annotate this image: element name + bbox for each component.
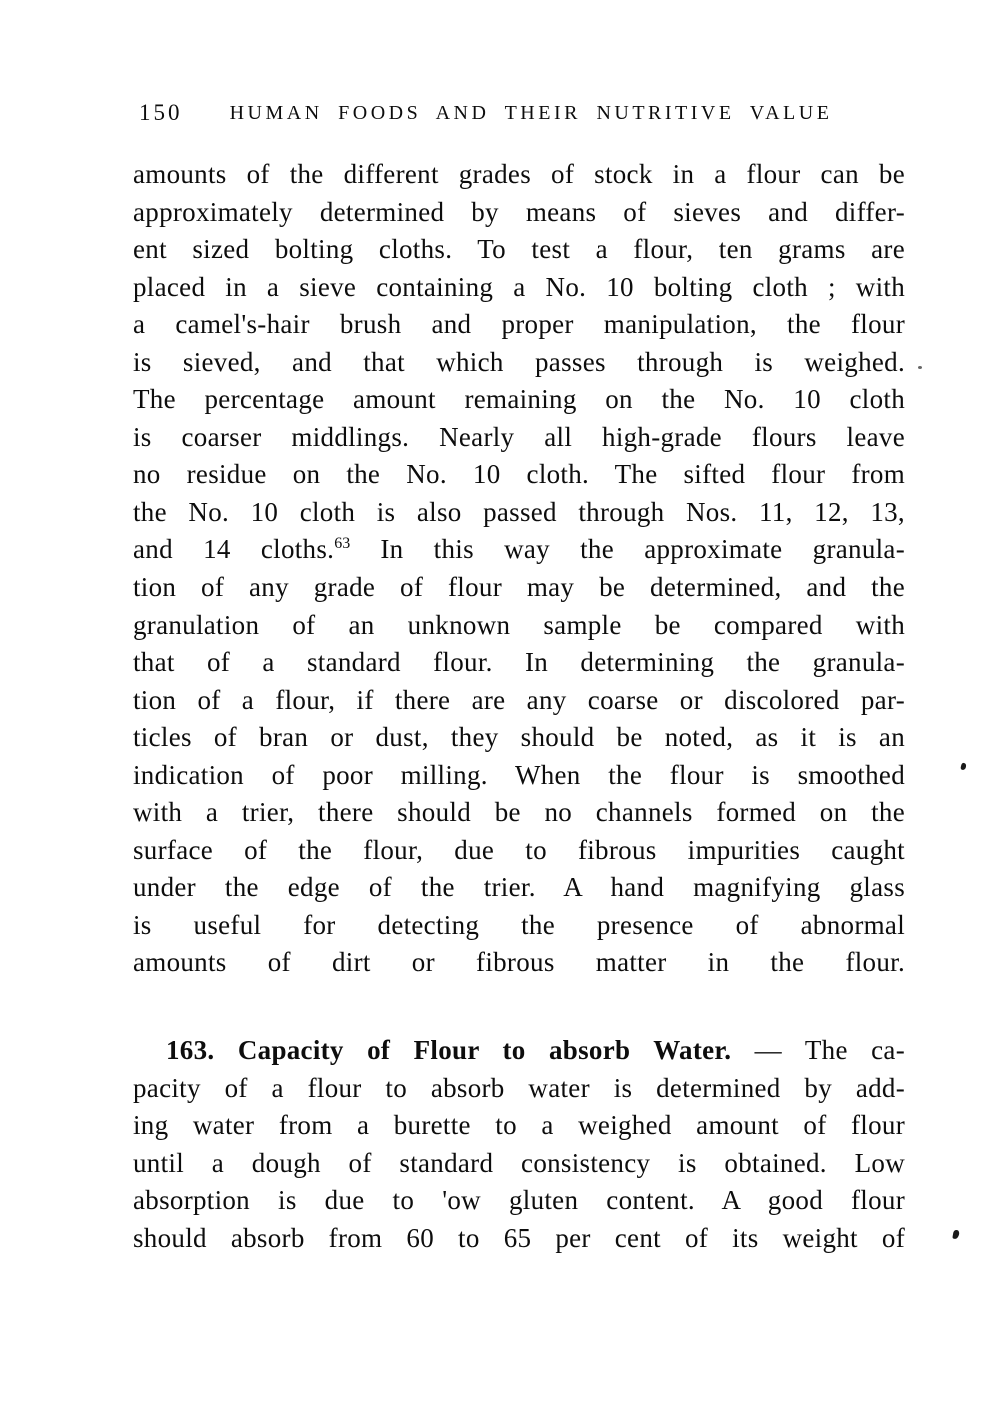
text-line xyxy=(133,644,905,682)
section-heading-run: 163. Capacity of Flour to absorb Water. xyxy=(166,1035,732,1066)
text-line xyxy=(133,757,905,795)
text-run: tion of any grade of flour may be determined, and the xyxy=(133,572,905,603)
footnote-reference: 63 xyxy=(334,535,351,553)
text-run: placed in a sieve containing a No. 10 bolting cloth ; with xyxy=(133,271,905,302)
text-line xyxy=(133,832,905,870)
text-run: The percentage amount remaining on the No. 10 cloth xyxy=(133,384,905,415)
text-line xyxy=(133,944,905,982)
text-run: with a trier, there should be no channels formed on the xyxy=(133,797,905,828)
text-run: under the edge of the trier. A hand magnifying glass xyxy=(133,872,905,903)
text-line xyxy=(133,907,905,945)
text-line xyxy=(133,1145,905,1183)
text-line xyxy=(133,682,905,720)
text-line xyxy=(133,869,905,907)
text-run: ticles of bran or dust, they should be noted, as it is an xyxy=(133,722,905,753)
text-line xyxy=(133,456,905,494)
text-run: is useful for detecting the presence of abnormal xyxy=(133,909,905,940)
text-run: surface of the flour, due to fibrous impurities caught xyxy=(133,834,905,865)
text-line xyxy=(133,306,905,344)
paragraph-flour-granulation xyxy=(133,156,905,982)
text-line xyxy=(133,419,905,457)
text-run: that of a standard flour. In determining the granula- xyxy=(133,647,905,678)
scan-speck xyxy=(918,366,922,369)
text-line xyxy=(133,569,905,607)
page-body xyxy=(133,156,905,1257)
text-run: approximately determined by means of sieves and differ- xyxy=(133,196,905,227)
text-run: — The ca- xyxy=(731,1035,905,1066)
page-header xyxy=(133,100,905,130)
text-run: ing water from a burette to a weighed amount of flour xyxy=(133,1110,905,1141)
text-run: is coarser middlings. Nearly all high-grade flours leave xyxy=(133,421,905,452)
text-line xyxy=(133,381,905,419)
text-run: until a dough of standard consistency is obtained. Low xyxy=(133,1147,905,1178)
text-run: a camel's-hair brush and proper manipulation, the flour xyxy=(133,309,905,340)
text-run: pacity of a flour to absorb water is determined by add- xyxy=(133,1072,905,1103)
text-run: amounts of dirt or fibrous matter in the flour. xyxy=(133,947,905,978)
text-run: and 14 cloths. xyxy=(133,534,335,565)
text-line xyxy=(133,1182,905,1220)
text-line xyxy=(133,1107,905,1145)
text-line xyxy=(133,1220,905,1258)
page-number: 150 xyxy=(139,100,183,125)
text-line xyxy=(133,194,905,232)
text-run: the No. 10 cloth is also passed through Nos. 11, 12, 13, xyxy=(133,496,905,527)
text-line xyxy=(133,794,905,832)
text-line xyxy=(133,1070,905,1108)
text-run: indication of poor milling. When the flour is smoothed xyxy=(133,759,905,790)
running-title: HUMAN FOODS AND THEIR NUTRITIVE VALUE xyxy=(229,102,833,124)
text-run: should absorb from 60 to 65 per cent of its weight of xyxy=(133,1222,905,1253)
scan-speck xyxy=(960,762,967,770)
text-line xyxy=(133,531,905,569)
text-line xyxy=(133,344,905,382)
text-line xyxy=(133,269,905,307)
text-run: amounts of the different grades of stock in a flour can be xyxy=(133,159,905,189)
text-line xyxy=(133,607,905,645)
text-line xyxy=(133,231,905,269)
paragraph-section-163 xyxy=(133,1032,905,1257)
text-run: granulation of an unknown sample be compared with xyxy=(133,609,905,640)
text-run: absorption is due to 'ow gluten content. A good flour xyxy=(133,1185,905,1216)
text-run: no residue on the No. 10 cloth. The sifted flour from xyxy=(133,459,905,490)
text-line xyxy=(133,156,905,194)
text-line xyxy=(133,494,905,532)
text-run: ent sized bolting cloths. To test a flour, ten grams are xyxy=(133,234,905,265)
text-run: In this way the approximate granula- xyxy=(350,534,905,565)
text-line xyxy=(133,719,905,757)
scan-speck xyxy=(952,1230,959,1240)
text-line xyxy=(133,1032,905,1070)
text-run: tion of a flour, if there are any coarse or discolored par- xyxy=(133,684,905,715)
text-run: is sieved, and that which passes through is weighed. xyxy=(133,346,905,377)
